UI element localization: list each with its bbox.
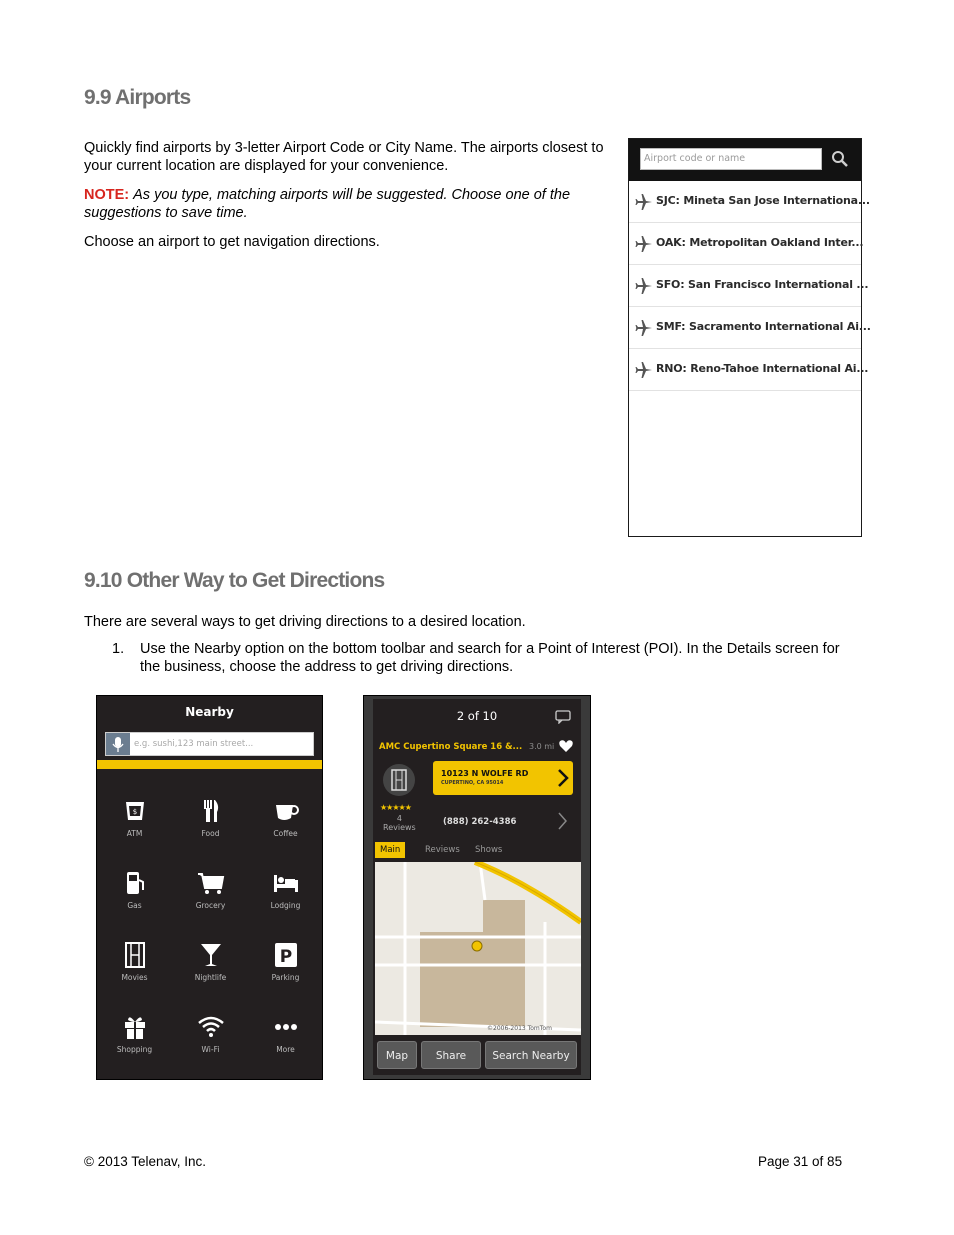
- airports-intro: Quickly find airports by 3-letter Airport Code or City Name. The airports closest to your current location are displayed for your convenience.: [84, 140, 604, 174]
- category-label: ATM: [126, 829, 143, 838]
- lodging-icon: [271, 868, 301, 898]
- category-more[interactable]: [248, 1012, 323, 1082]
- accent-bar: [97, 760, 322, 769]
- category-coffee[interactable]: [248, 796, 323, 866]
- details-screenshot: [363, 695, 591, 1080]
- airport-search-screenshot: [628, 138, 871, 537]
- category-movies[interactable]: [97, 940, 172, 1010]
- note-text: As you type, matching airports will be suggested. Choose one of the suggestions to save time.: [84, 187, 571, 221]
- step-number: 1.: [112, 641, 125, 657]
- category-nightlife[interactable]: [173, 940, 248, 1010]
- directions-intro: There are several ways to get driving directions to a desired location.: [84, 614, 526, 630]
- nightlife-icon: [196, 940, 226, 970]
- reviews-summary: [383, 814, 416, 832]
- movies-icon: [120, 940, 150, 970]
- tab-reviews[interactable]: Reviews: [425, 845, 460, 855]
- category-label: Lodging: [270, 901, 301, 910]
- message-icon[interactable]: [555, 710, 571, 724]
- map-copyright: ©2006-2013 TomTom: [487, 1025, 552, 1032]
- category-label: Food: [201, 829, 220, 838]
- airports-instruction: Choose an airport to get navigation directions.: [84, 234, 380, 250]
- food-icon: [196, 796, 226, 826]
- rating-stars: ★★★★★: [380, 803, 411, 812]
- favorite-heart-icon[interactable]: [558, 739, 574, 753]
- airplane-icon: [635, 319, 653, 337]
- section-heading-airports: 9.9 Airports: [84, 86, 191, 109]
- airport-result-row[interactable]: [629, 181, 870, 223]
- movie-category-icon: [383, 764, 415, 796]
- step-text: Use the Nearby option on the bottom toolbar and search for a Point of Interest (POI). In the Details screen for the business, choose the address to get driving directions.: [140, 641, 840, 675]
- map-button[interactable]: Map: [377, 1041, 417, 1069]
- category-parking[interactable]: [248, 940, 323, 1010]
- address-button[interactable]: [433, 761, 573, 795]
- grocery-icon: [196, 868, 226, 898]
- category-lodging[interactable]: [248, 868, 323, 938]
- airplane-icon: [635, 277, 653, 295]
- category-wifi[interactable]: [173, 1012, 248, 1082]
- nearby-search-placeholder: e.g. sushi,123 main street...: [134, 739, 254, 749]
- nearby-search-input[interactable]: [105, 732, 314, 756]
- note-label: NOTE:: [84, 187, 130, 203]
- chevron-right-icon: [557, 768, 569, 788]
- category-label: Nightlife: [194, 973, 227, 982]
- airport-result-label: SMF: Sacramento International Ai...: [656, 320, 871, 333]
- airport-search-bar: [629, 139, 861, 181]
- search-nearby-button[interactable]: Search Nearby: [485, 1041, 577, 1069]
- airport-result-label: RNO: Reno-Tahoe International Ai...: [656, 362, 869, 375]
- airplane-icon: [635, 361, 653, 379]
- category-label: Movies: [121, 973, 148, 982]
- details-tabs: [373, 842, 581, 858]
- airplane-icon: [635, 193, 653, 211]
- category-label: Grocery: [195, 901, 226, 910]
- section-heading-directions: 9.10 Other Way to Get Directions: [84, 569, 385, 592]
- more-icon: [271, 1012, 301, 1042]
- category-shopping[interactable]: [97, 1012, 172, 1082]
- airport-result-row[interactable]: [629, 307, 871, 349]
- result-counter: 2 of 10: [456, 709, 498, 723]
- footer-page-number: Page 31 of 85: [758, 1154, 843, 1169]
- airport-result-row[interactable]: [629, 265, 869, 307]
- details-panel: [373, 699, 581, 1075]
- airport-result-label: SFO: San Francisco International ...: [656, 278, 869, 291]
- category-label: More: [276, 1045, 295, 1054]
- poi-distance: 3.0 mi: [529, 742, 555, 751]
- microphone-icon[interactable]: [106, 733, 130, 755]
- category-label: Parking: [271, 973, 300, 982]
- search-icon[interactable]: [831, 150, 849, 168]
- footer-copyright: © 2013 Telenav, Inc.: [84, 1154, 207, 1169]
- coffee-icon: [271, 796, 301, 826]
- details-toolbar: [373, 1041, 581, 1071]
- category-gas[interactable]: [97, 868, 172, 938]
- category-food[interactable]: [173, 796, 248, 866]
- category-label: Gas: [127, 901, 142, 910]
- airplane-icon: [635, 235, 653, 253]
- nearby-screenshot: [96, 695, 323, 1080]
- airport-result-row[interactable]: [629, 223, 864, 265]
- tab-shows[interactable]: Shows: [475, 845, 503, 855]
- poi-phone[interactable]: (888) 262-4386: [443, 817, 517, 827]
- atm-icon: [120, 796, 150, 826]
- svg-text:$: $: [132, 808, 137, 816]
- category-label: Shopping: [116, 1045, 153, 1054]
- wifi-icon: [196, 1012, 226, 1042]
- chevron-right-icon[interactable]: [558, 812, 567, 830]
- tab-main[interactable]: Main: [375, 842, 405, 858]
- airport-search-input[interactable]: Airport code or name: [640, 148, 822, 170]
- poi-name: AMC Cupertino Square 16 &...: [379, 742, 523, 752]
- airport-result-row[interactable]: [629, 349, 869, 391]
- airport-result-label: SJC: Mineta San Jose Internationa...: [656, 194, 870, 207]
- category-label: Wi-Fi: [201, 1045, 220, 1054]
- category-grocery[interactable]: [173, 868, 248, 938]
- map-graphic: [375, 862, 581, 1035]
- svg-text:P: P: [279, 947, 292, 967]
- nearby-title: Nearby: [185, 705, 234, 719]
- airport-result-label: OAK: Metropolitan Oakland Inter...: [656, 236, 864, 249]
- map-view[interactable]: [375, 862, 581, 1035]
- reviews-count: 4: [396, 814, 402, 823]
- category-label: Coffee: [273, 829, 298, 838]
- airports-note: [84, 186, 604, 222]
- address-line2: CUPERTINO, CA 95014: [441, 780, 504, 786]
- shopping-icon: [120, 1012, 150, 1042]
- parking-icon: [271, 940, 301, 970]
- reviews-label: Reviews: [383, 823, 416, 832]
- category-atm[interactable]: [97, 796, 172, 866]
- share-button[interactable]: Share: [421, 1041, 481, 1069]
- address-line1: 10123 N WOLFE RD: [441, 769, 529, 778]
- gas-icon: [120, 868, 150, 898]
